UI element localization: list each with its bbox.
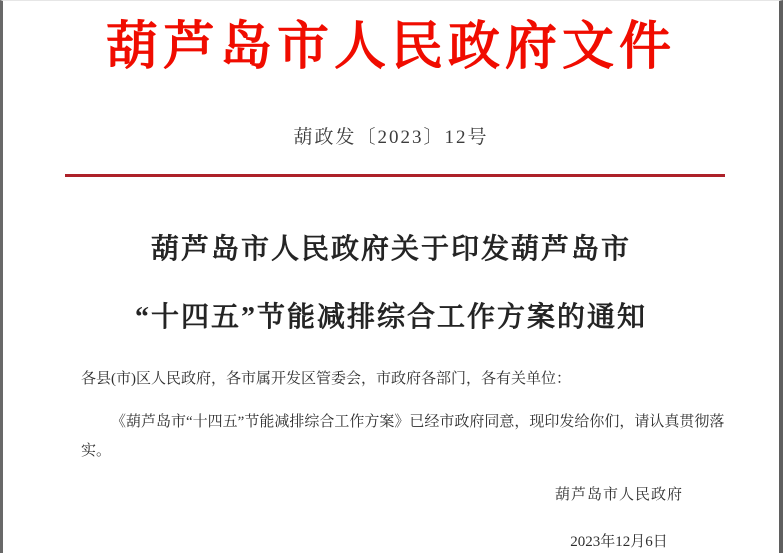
document-title-line-2: “十四五”节能减排综合工作方案的通知 xyxy=(134,302,647,333)
signature-block xyxy=(523,485,715,552)
signature-issuer: 葫芦岛市人民政府 xyxy=(554,487,683,503)
signature-date: 2023年12月6日 xyxy=(570,534,668,550)
body-paragraph: 《葫芦岛市“十四五”节能减排综合工作方案》已经市政府同意，现印发给你们，请认真贯彻落实。 xyxy=(81,414,725,459)
document-title-line-1: 葫芦岛市人民政府关于印发葫芦岛市 xyxy=(150,234,631,265)
red-divider-line xyxy=(65,174,725,177)
salutation-line: 各县(市)区人民政府，各市属开发区管委会，市政府各部门，各有关单位： xyxy=(81,371,571,387)
document-number: 葫政发〔2023〕12号 xyxy=(293,127,489,148)
document-header-title: 葫芦岛市人民政府文件 xyxy=(105,19,676,76)
